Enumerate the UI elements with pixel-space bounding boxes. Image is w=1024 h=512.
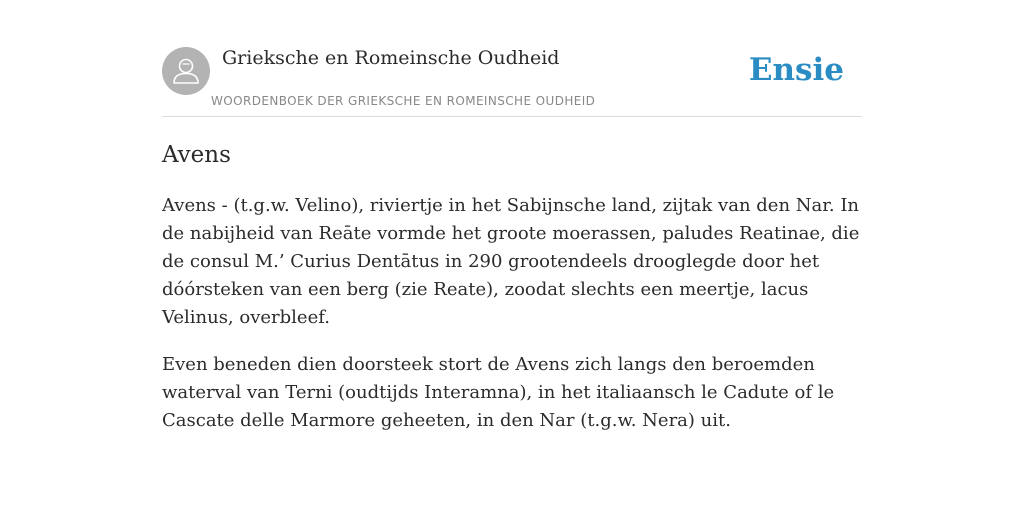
source-title[interactable]: Grieksche en Romeinsche Oudheid (222, 47, 560, 69)
entry-paragraph: Even beneden dien doorsteek stort de Avens zich langs den beroemden waterval van Terni (oudtijds Interamna), in het italiaansch le Cadute of le Cascate delle Marmore geheeten, in den Nar (t.g.w. Nera) uit. (162, 354, 835, 431)
brand-logo[interactable]: Ensie (748, 52, 844, 88)
entry-body (162, 192, 862, 454)
entry-paragraph: Avens - (t.g.w. Velino), riviertje in het Sabijnsche land, zijtak van den Nar. In de nabijheid van Reāte vormde het groote moerassen, paludes Reatinae, die de consul M.’ Curius Dentātus in 290 grootendeels drooglegde door het dóórsteken van een berg (zie Reate), zoodat slechts een meertje, lacus Velinus, overbleef. (162, 195, 860, 328)
user-icon (162, 47, 210, 95)
page (162, 0, 862, 512)
source-header (162, 0, 862, 117)
source-subtitle: WOORDENBOEK DER GRIEKSCHE EN ROMEINSCHE OUDHEID (211, 94, 596, 108)
avatar[interactable] (162, 47, 210, 95)
entry-title: Avens (162, 142, 231, 168)
